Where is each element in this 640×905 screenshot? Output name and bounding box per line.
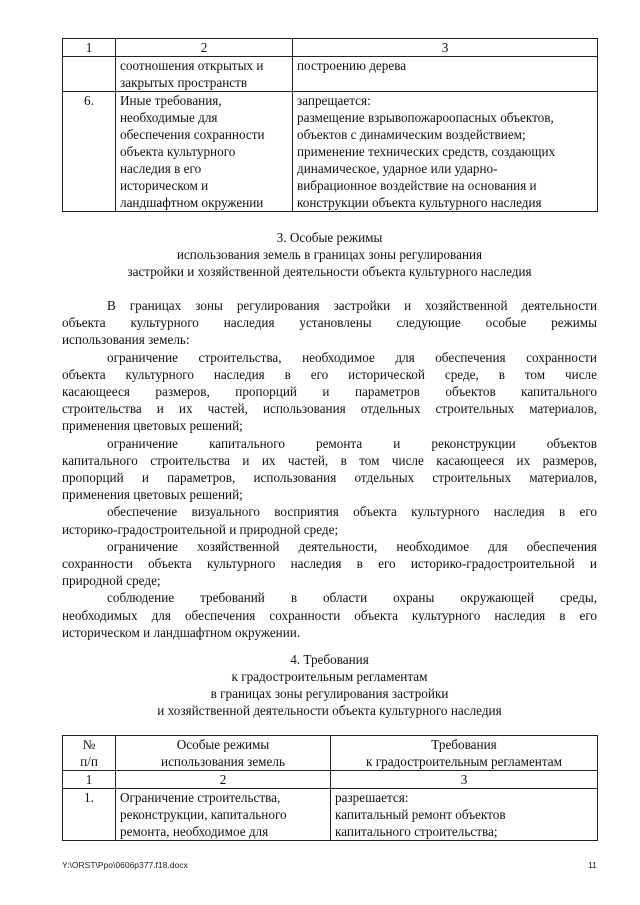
section-3-heading bbox=[62, 229, 597, 280]
cell-line: необходимые для bbox=[120, 110, 218, 125]
header-requirements-cell bbox=[331, 736, 598, 771]
cell-line: применение технических средств, создающих bbox=[297, 144, 556, 159]
heading-line: и хозяйственной деятельности объекта культурного наследия bbox=[157, 703, 502, 718]
row-regime-cell bbox=[116, 92, 293, 212]
header-line: Требования bbox=[431, 737, 497, 752]
header-line: п/п bbox=[80, 754, 98, 769]
paragraph bbox=[62, 589, 597, 641]
cell-line: разрешается: bbox=[335, 790, 409, 805]
text-line: применения цветовых решений; bbox=[62, 418, 243, 434]
heading-line: в границах зоны регулирования застройки bbox=[210, 686, 449, 701]
text-line: пропорций и параметров, использования отдельных строительных материалов, bbox=[62, 470, 597, 486]
text-line: ограничение строительства, необходимое для обеспечения сохранности bbox=[107, 349, 597, 365]
cell-line: соотношения открытых и bbox=[120, 58, 264, 73]
row-number: 1. bbox=[63, 789, 116, 841]
row-requirement-cell bbox=[293, 57, 598, 92]
text-line: историческом и ландшафтном окружении. bbox=[62, 624, 301, 640]
row-number bbox=[63, 57, 116, 92]
table-header-row bbox=[63, 736, 598, 771]
text-line: строительства и их частей, использования отдельных строительных материалов, bbox=[62, 401, 597, 417]
cell-line: капитального строительства; bbox=[335, 824, 498, 839]
header-cell-3: 3 bbox=[293, 39, 598, 57]
text-line: объекта культурного наследия в его исторической среде, в том числе bbox=[62, 366, 597, 382]
cell-line: историческом и bbox=[120, 178, 209, 193]
text-line: природной среде; bbox=[62, 573, 161, 589]
table-row bbox=[63, 92, 598, 212]
cell-line: ремонта, необходимое для bbox=[120, 824, 269, 839]
row-regime-cell bbox=[116, 789, 331, 841]
cell-line: объектов с динамическим воздействием; bbox=[297, 127, 526, 142]
row-number: 6. bbox=[63, 92, 116, 212]
cell-line: Ограничение строительства, bbox=[120, 790, 281, 805]
header-line: № bbox=[82, 737, 96, 752]
header-cell-1: 1 bbox=[63, 39, 116, 57]
header-line: использования земель bbox=[161, 754, 285, 769]
column-number-row bbox=[63, 771, 598, 789]
cell-line: Иные требования, bbox=[120, 93, 222, 108]
text-line: ограничение хозяйственной деятельности, необходимое для обеспечения bbox=[107, 538, 597, 554]
file-path-footer: Y:\ORST\Ppo\0606p377.f18.docx bbox=[62, 860, 188, 870]
text-line: необходимых для обеспечения сохранности объекта культурного наследия в его bbox=[62, 607, 597, 623]
column-number: 3 bbox=[331, 771, 598, 789]
row-requirement-cell bbox=[293, 92, 598, 212]
section-4-heading bbox=[62, 651, 597, 719]
text-line: использования земель: bbox=[62, 332, 190, 348]
header-regimes-cell bbox=[116, 736, 331, 771]
paragraph bbox=[62, 503, 597, 537]
column-number: 1 bbox=[63, 771, 116, 789]
cell-line: конструкции объекта культурного наследия bbox=[297, 195, 542, 210]
text-line: объекта культурного наследия установлены следующие особые режимы bbox=[62, 315, 597, 331]
text-line: историко-градостроительной и природной среде; bbox=[62, 521, 339, 537]
page-number: 11 bbox=[588, 860, 597, 870]
regimes-table-continued bbox=[62, 38, 598, 212]
row-requirement-cell bbox=[331, 789, 598, 841]
heading-line: к градостроительным регламентам bbox=[231, 669, 428, 684]
header-cell-2: 2 bbox=[116, 39, 293, 57]
text-line: касающееся размеров, пропорций и параметров объектов капитального bbox=[62, 384, 597, 400]
header-line: к градостроительным регламентам bbox=[366, 754, 562, 769]
cell-line: построению дерева bbox=[297, 58, 407, 73]
header-line: Особые режимы bbox=[176, 737, 270, 752]
cell-line: динамическое, ударное или ударно- bbox=[297, 161, 498, 176]
text-line: сохранности объекта культурного наследия в его историко-градостроительной и bbox=[62, 556, 597, 572]
table-row bbox=[63, 789, 598, 841]
column-number: 2 bbox=[116, 771, 331, 789]
row-regime-cell bbox=[116, 57, 293, 92]
table-row bbox=[63, 57, 598, 92]
cell-line: запрещается: bbox=[297, 93, 371, 108]
table-header-row bbox=[63, 39, 598, 57]
paragraph bbox=[62, 349, 597, 435]
text-line: соблюдение требований в области охраны окружающей среды, bbox=[107, 590, 597, 606]
text-line: ограничение капитального ремонта и реконструкции объектов bbox=[107, 435, 597, 451]
cell-line: наследия в его bbox=[120, 161, 202, 176]
text-line: обеспечение визуального восприятия объекта культурного наследия в его bbox=[107, 504, 597, 520]
heading-line: использования земель в границах зоны регулирования bbox=[176, 247, 483, 262]
cell-line: ландшафтном окружении bbox=[120, 195, 264, 210]
cell-line: капитальный ремонт объектов bbox=[335, 807, 506, 822]
paragraph bbox=[62, 297, 597, 349]
cell-line: обеспечения сохранности bbox=[120, 127, 265, 142]
paragraph bbox=[62, 435, 597, 504]
paragraph bbox=[62, 538, 597, 590]
heading-line: 4. Требования bbox=[290, 652, 369, 667]
text-line: капитального строительства и их частей, в том числе касающееся их размеров, bbox=[62, 452, 597, 468]
header-number-cell bbox=[63, 736, 116, 771]
text-line: В границах зоны регулирования застройки и хозяйственной деятельности bbox=[107, 298, 597, 313]
heading-line: 3. Особые режимы bbox=[276, 230, 383, 245]
regulations-table bbox=[62, 735, 598, 841]
text-line: применения цветовых решений; bbox=[62, 487, 243, 503]
heading-line: застройки и хозяйственной деятельности объекта культурного наследия bbox=[127, 264, 532, 279]
cell-line: реконструкции, капитального bbox=[120, 807, 287, 822]
cell-line: размещение взрывопожароопасных объектов, bbox=[297, 110, 554, 125]
cell-line: закрытых пространств bbox=[120, 75, 248, 90]
section-3-body bbox=[62, 297, 597, 641]
cell-line: объекта культурного bbox=[120, 144, 236, 159]
cell-line: вибрационное воздействие на основания и bbox=[297, 178, 537, 193]
